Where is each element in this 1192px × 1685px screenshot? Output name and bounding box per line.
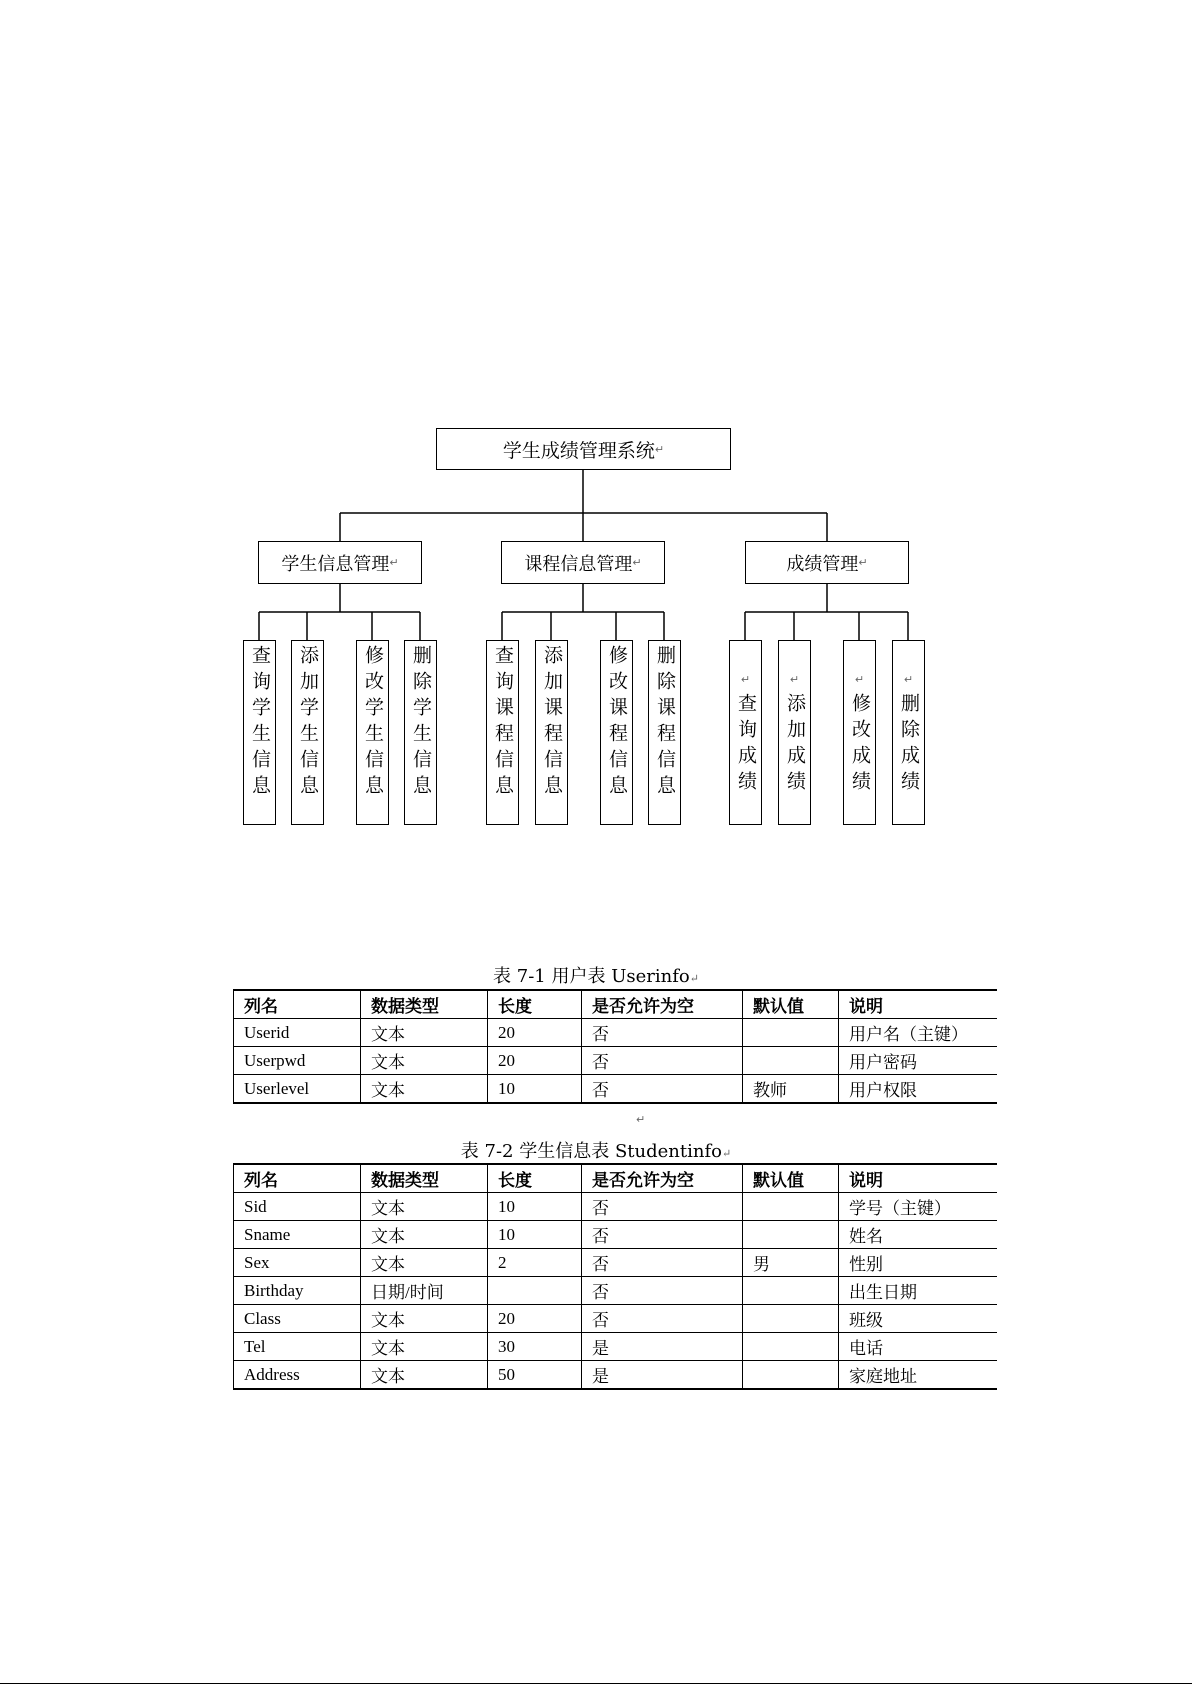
table-cell: Address — [234, 1361, 361, 1390]
table-row — [234, 1277, 997, 1305]
table-cell: 20 — [488, 1305, 582, 1333]
table-cell: 20 — [488, 1019, 582, 1047]
table-row — [234, 1193, 997, 1221]
table-cell: 姓名 — [839, 1221, 997, 1249]
table1-caption: 表 7-1 用户表 Userinfo↵ — [493, 966, 699, 987]
table-cell: 是 — [582, 1361, 743, 1390]
table-cell: Userlevel — [234, 1075, 361, 1104]
table-cell: 家庭地址 — [839, 1361, 997, 1390]
module-node-student-info: 学生信息管理 ↵ — [258, 541, 422, 584]
header-cell: 数据类型 — [361, 990, 488, 1019]
table-cell: 日期/时间 — [361, 1277, 488, 1305]
table-cell: 文本 — [361, 1193, 488, 1221]
table-row — [234, 1047, 997, 1075]
paragraph-mark: ↵ — [636, 1113, 646, 1126]
table-cell: Sname — [234, 1221, 361, 1249]
table-cell: 20 — [488, 1047, 582, 1075]
table-cell: 否 — [582, 1249, 743, 1277]
leaf-node: ↵ 删除成绩 — [892, 640, 925, 825]
table-cell: Userpwd — [234, 1047, 361, 1075]
leaf-node: 查询课程信息 — [486, 640, 519, 825]
table-cell: Class — [234, 1305, 361, 1333]
header-cell: 说明 — [839, 1164, 997, 1193]
table-cell: 10 — [488, 1221, 582, 1249]
table-cell: Birthday — [234, 1277, 361, 1305]
table-cell — [743, 1361, 839, 1390]
table-cell: 班级 — [839, 1305, 997, 1333]
table-cell: 2 — [488, 1249, 582, 1277]
table-row — [234, 1333, 997, 1361]
table-row — [234, 1361, 997, 1390]
table-cell: 文本 — [361, 1333, 488, 1361]
table-cell: 否 — [582, 1277, 743, 1305]
leaf-node: 添加学生信息 — [291, 640, 324, 825]
leaf-node: 删除学生信息 — [404, 640, 437, 825]
table-cell — [743, 1193, 839, 1221]
header-cell: 默认值 — [743, 990, 839, 1019]
table-cell: 学号（主键） — [839, 1193, 997, 1221]
header-cell: 长度 — [488, 1164, 582, 1193]
table-cell — [743, 1221, 839, 1249]
studentinfo-table — [233, 1163, 997, 1390]
table-cell: 文本 — [361, 1305, 488, 1333]
table-cell: 文本 — [361, 1221, 488, 1249]
root-node: 学生成绩管理系统 ↵ — [436, 428, 731, 470]
table-cell: Tel — [234, 1333, 361, 1361]
header-cell: 说明 — [839, 990, 997, 1019]
header-cell: 默认值 — [743, 1164, 839, 1193]
table-cell — [743, 1305, 839, 1333]
table-cell: 50 — [488, 1361, 582, 1390]
table-cell: 文本 — [361, 1249, 488, 1277]
table-cell — [743, 1333, 839, 1361]
table-cell: 否 — [582, 1193, 743, 1221]
leaf-node: ↵ 查询成绩 — [729, 640, 762, 825]
header-cell: 数据类型 — [361, 1164, 488, 1193]
userinfo-table — [233, 989, 997, 1104]
header-cell: 列名 — [234, 1164, 361, 1193]
table-cell: 文本 — [361, 1361, 488, 1390]
table-cell: 性别 — [839, 1249, 997, 1277]
table-cell: Sid — [234, 1193, 361, 1221]
table-cell: 用户名（主键） — [839, 1019, 997, 1047]
header-cell: 列名 — [234, 990, 361, 1019]
table-cell: 否 — [582, 1075, 743, 1104]
table-row — [234, 1075, 997, 1104]
table-cell: 30 — [488, 1333, 582, 1361]
leaf-node: 修改课程信息 — [600, 640, 633, 825]
table-cell — [743, 1019, 839, 1047]
table-cell: 是 — [582, 1333, 743, 1361]
table-cell: 用户权限 — [839, 1075, 997, 1104]
table-cell: 否 — [582, 1047, 743, 1075]
table-cell: 10 — [488, 1075, 582, 1104]
header-cell: 长度 — [488, 990, 582, 1019]
table-cell: 否 — [582, 1305, 743, 1333]
leaf-node: 添加课程信息 — [535, 640, 568, 825]
table-row — [234, 1019, 997, 1047]
header-cell: 是否允许为空 — [582, 1164, 743, 1193]
leaf-node: ↵ 添加成绩 — [778, 640, 811, 825]
table-cell: 文本 — [361, 1019, 488, 1047]
table-cell — [743, 1277, 839, 1305]
table-cell: 文本 — [361, 1075, 488, 1104]
table-row — [234, 1249, 997, 1277]
table-header-row — [234, 1164, 997, 1193]
table-cell: 否 — [582, 1019, 743, 1047]
table-cell: 教师 — [743, 1075, 839, 1104]
page-bottom-rule — [0, 1683, 1192, 1684]
table-row — [234, 1221, 997, 1249]
table-cell: 文本 — [361, 1047, 488, 1075]
table-cell: 否 — [582, 1221, 743, 1249]
table-row — [234, 1305, 997, 1333]
leaf-node: 修改学生信息 — [356, 640, 389, 825]
table2-caption: 表 7-2 学生信息表 Studentinfo↵ — [460, 1141, 732, 1162]
module-node-course-info: 课程信息管理 ↵ — [501, 541, 665, 584]
table-cell: 电话 — [839, 1333, 997, 1361]
leaf-node: 删除课程信息 — [648, 640, 681, 825]
leaf-node: 查询学生信息 — [243, 640, 276, 825]
table-cell: 10 — [488, 1193, 582, 1221]
table-cell: 出生日期 — [839, 1277, 997, 1305]
module-node-grade: 成绩管理 ↵ — [745, 541, 909, 584]
table-header-row — [234, 990, 997, 1019]
table-cell: Userid — [234, 1019, 361, 1047]
table-cell: Sex — [234, 1249, 361, 1277]
table-cell — [743, 1047, 839, 1075]
header-cell: 是否允许为空 — [582, 990, 743, 1019]
leaf-node: ↵ 修改成绩 — [843, 640, 876, 825]
table-cell: 用户密码 — [839, 1047, 997, 1075]
table-cell — [488, 1277, 582, 1305]
table-cell: 男 — [743, 1249, 839, 1277]
